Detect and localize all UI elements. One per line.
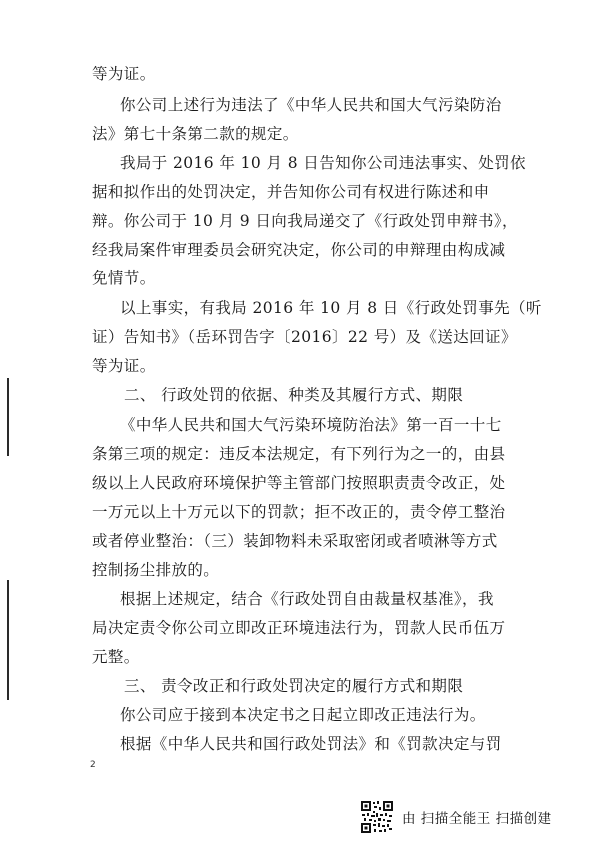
text-line: 局决定责令你公司立即改正环境违法行为，罚款人民币伍万 bbox=[92, 619, 506, 637]
text-line: 元整。 bbox=[92, 648, 140, 666]
scan-edge-mark bbox=[7, 378, 9, 456]
text-line: 或者停业整治：（三）装卸物料未采取密闭或者喷淋等方式 bbox=[92, 532, 498, 550]
text-line: 据和拟作出的处罚决定，并告知你公司有权进行陈述和申 bbox=[92, 183, 490, 201]
qr-code-icon bbox=[360, 800, 394, 834]
text-line: 经我局案件审理委员会研究决定，你公司的申辩理由构成减 bbox=[92, 241, 506, 259]
text-line: 级以上人民政府环境保护等主管部门按照职责责令改正，处 bbox=[92, 474, 506, 492]
text-line: 辩。你公司于 10 月 9 日向我局递交了《行政处罚申辩书》， bbox=[92, 212, 518, 230]
text-line: 一万元以上十万元以下的罚款；拒不改正的，责令停工整治 bbox=[92, 503, 506, 521]
section-heading: 三、 责令改正和行政处罚决定的履行方式和期限 bbox=[124, 677, 464, 695]
text-line: 控制扬尘排放的。 bbox=[92, 561, 220, 579]
text-line: 证）告知书》（岳环罚告字〔2016〕22 号）及《送达回证》 bbox=[92, 328, 517, 346]
scan-edge-mark bbox=[7, 580, 9, 700]
text-line: 我局于 2016 年 10 月 8 日告知你公司违法事实、处罚依 bbox=[120, 154, 526, 172]
text-line: 你公司应于接到本决定书之日起立即改正违法行为。 bbox=[120, 706, 486, 724]
section-heading: 二、 行政处罚的依据、种类及其履行方式、期限 bbox=[124, 386, 464, 404]
page-number: 2 bbox=[90, 760, 96, 770]
text-line: 法》第七十条第二款的规定。 bbox=[92, 125, 299, 143]
text-line: 条第三项的规定：违反本法规定，有下列行为之一的，由县 bbox=[92, 445, 506, 463]
text-line: 根据《中华人民共和国行政处罚法》和《罚款决定与罚 bbox=[120, 735, 502, 753]
text-line: 你公司上述行为违法了《中华人民共和国大气污染防治 bbox=[120, 96, 502, 114]
text-line: 等为证。 bbox=[92, 357, 156, 375]
text-line: 等为证。 bbox=[92, 65, 156, 83]
text-line: 根据上述规定，结合《行政处罚自由裁量权基准》，我 bbox=[120, 590, 494, 608]
scanner-credit-text: 由 扫描全能王 扫描创建 bbox=[402, 811, 552, 827]
text-line: 免情节。 bbox=[92, 269, 156, 287]
text-line: 以上事实，有我局 2016 年 10 月 8 日《行政处罚事先（听 bbox=[120, 299, 542, 317]
text-line: 《中华人民共和国大气污染环境防治法》第一百一十七 bbox=[120, 416, 502, 434]
scanner-watermark bbox=[360, 800, 552, 834]
